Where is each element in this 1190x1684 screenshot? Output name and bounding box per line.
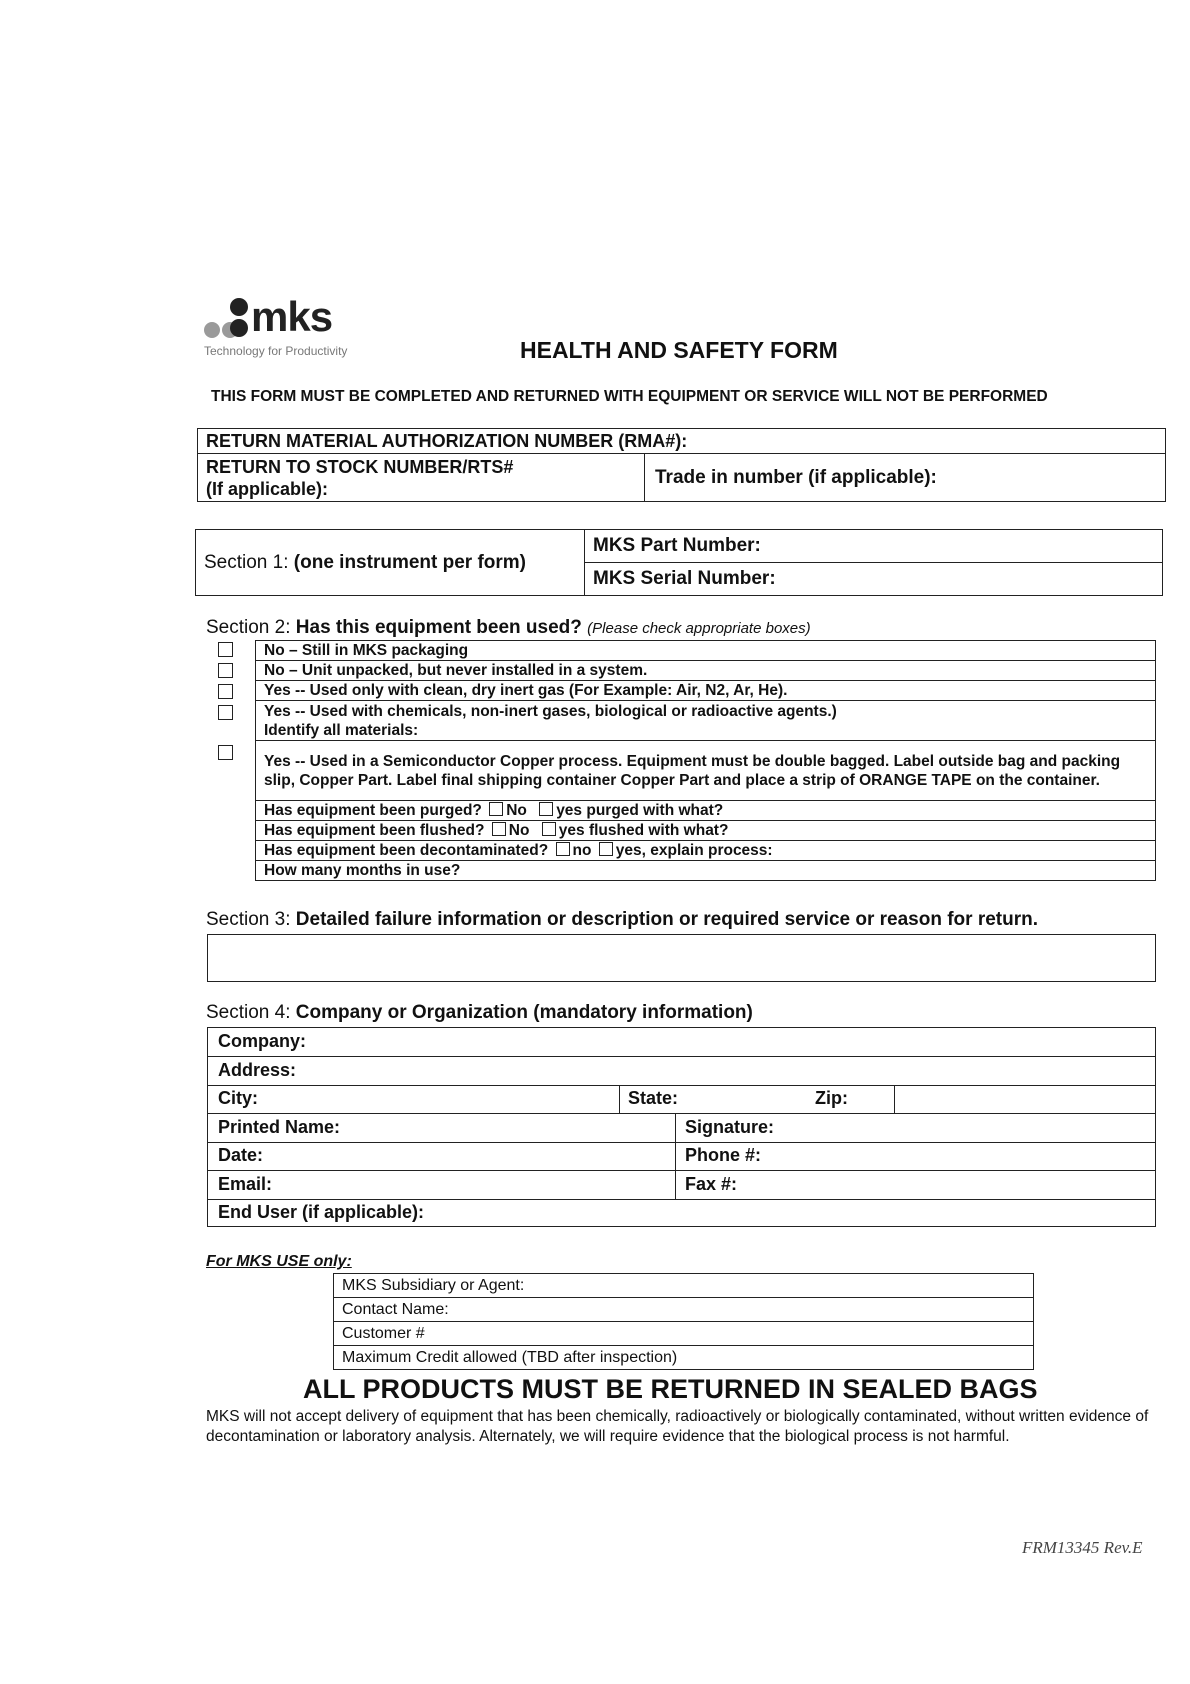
section1-label-cell [196, 530, 585, 596]
customer-number-label: Customer # [342, 1324, 425, 1342]
section1-table [195, 529, 1163, 596]
signature-label: Signature: [685, 1117, 775, 1137]
customer-number-field[interactable] [334, 1322, 1034, 1346]
subsidiary-field[interactable] [334, 1274, 1034, 1298]
address-label: Address: [218, 1060, 297, 1080]
section2-question: Has this equipment been used? [295, 617, 582, 638]
notice: THIS FORM MUST BE COMPLETED AND RETURNED WITH EQUIPMENT OR SERVICE WILL NOT BE PERFORMED [211, 388, 1048, 405]
decontaminated-yes-checkbox[interactable] [599, 842, 613, 856]
trade-in-label: Trade in number (if applicable): [655, 466, 937, 488]
mks-use-heading: For MKS USE only: [206, 1253, 352, 1270]
checkbox-opt1[interactable] [218, 642, 233, 657]
printed-name-label: Printed Name: [218, 1117, 341, 1137]
section4-grid [207, 1027, 1156, 1227]
logo-wordmark: mks [251, 293, 333, 340]
purged-yes-checkbox[interactable] [539, 802, 553, 816]
opt2-label: No – Unit unpacked, but never installed in a system. [264, 662, 648, 679]
decontaminated-row[interactable] [256, 841, 1156, 861]
email-label: Email: [218, 1174, 273, 1194]
section3-heading [206, 909, 1038, 931]
fax-field[interactable] [685, 1174, 1145, 1195]
end-user-field[interactable] [218, 1202, 1138, 1223]
address-field[interactable] [218, 1060, 1138, 1081]
rma-label: RETURN MATERIAL AUTHORIZATION NUMBER (RMA#): [206, 430, 688, 451]
city-label: City: [218, 1088, 258, 1108]
opt4-label: Yes -- Used with chemicals, non-inert gases, biological or radioactive agents.) [264, 702, 837, 720]
purged-row[interactable] [256, 801, 1156, 821]
flushed-no-label: No [508, 822, 530, 839]
rma-table [197, 428, 1166, 502]
phone-field[interactable] [685, 1145, 1145, 1166]
decontaminated-yes-label: yes, explain process: [615, 842, 773, 859]
section2-table [255, 640, 1156, 881]
flushed-yes-label: yes flushed with what? [558, 822, 729, 839]
opt5-label: Yes -- Used in a Semiconductor Copper process. Equipment must be double bagged. Label outside bag and packing slip, Copper Part. Label final shipping container Copper Part and place a strip of ORANGE TAPE on the container. [264, 752, 1121, 789]
flushed-no-checkbox[interactable] [492, 822, 506, 836]
option-still-packaged [256, 641, 1156, 661]
trade-in-number-field[interactable] [645, 454, 1166, 502]
logo [203, 293, 363, 361]
option-chemicals[interactable] [256, 701, 1156, 741]
section3-label: Section 3: [206, 909, 291, 930]
section2-label: Section 2: [206, 617, 291, 638]
state-label: State: [628, 1088, 679, 1108]
contact-name-field[interactable] [334, 1298, 1034, 1322]
company-field[interactable] [218, 1031, 1138, 1052]
checkbox-opt3[interactable] [218, 684, 233, 699]
purged-no-label: No [506, 802, 527, 819]
purged-no-checkbox[interactable] [489, 802, 503, 816]
logo-tagline: Technology for Productivity [204, 344, 348, 358]
decontaminated-no-label: no [572, 842, 592, 859]
section3-textarea[interactable] [207, 934, 1156, 982]
section4-desc: Company or Organization (mandatory information) [295, 1002, 753, 1023]
form-number: FRM13345 Rev.E [1022, 1538, 1143, 1557]
max-credit-field[interactable] [334, 1346, 1034, 1370]
decontaminated-question: Has equipment been decontaminated? [264, 842, 549, 859]
months-in-use-question: How many months in use? [264, 862, 461, 879]
rts-label: RETURN TO STOCK NUMBER/RTS# [206, 456, 514, 477]
months-in-use-row[interactable] [256, 861, 1156, 881]
company-label: Company: [218, 1031, 307, 1051]
max-credit-label: Maximum Credit allowed (TBD after inspection) [342, 1348, 678, 1366]
section4-label: Section 4: [206, 1002, 291, 1023]
subsidiary-label: MKS Subsidiary or Agent: [342, 1276, 525, 1294]
mks-use-table [333, 1273, 1034, 1370]
phone-label: Phone #: [685, 1145, 762, 1165]
signature-field[interactable] [685, 1117, 1145, 1138]
option-unpacked [256, 661, 1156, 681]
section1-desc: (one instrument per form) [293, 551, 527, 573]
section1-label: Section 1: [204, 551, 289, 573]
flushed-row[interactable] [256, 821, 1156, 841]
option-copper-process [256, 741, 1156, 801]
serial-number-field[interactable] [585, 563, 1163, 596]
opt1-label: No – Still in MKS packaging [264, 642, 469, 659]
serial-number-label: MKS Serial Number: [593, 568, 776, 589]
rma-number-field[interactable] [198, 429, 1166, 454]
section3-desc: Detailed failure information or description or required service or reason for return. [295, 909, 1039, 930]
part-number-label: MKS Part Number: [593, 535, 761, 556]
opt3-label: Yes -- Used only with clean, dry inert gas (For Example: Air, N2, Ar, He). [264, 682, 788, 699]
date-label: Date: [218, 1145, 264, 1165]
option-inert-gas [256, 681, 1156, 701]
page-title: HEALTH AND SAFETY FORM [520, 337, 838, 363]
sealed-bags-heading: ALL PRODUCTS MUST BE RETURNED IN SEALED BAGS [303, 1374, 1038, 1404]
checkbox-opt2[interactable] [218, 663, 233, 678]
section2-heading [206, 617, 811, 639]
checkbox-opt5[interactable] [218, 745, 233, 760]
part-number-field[interactable] [585, 530, 1163, 563]
opt4-materials-label: Identify all materials: [264, 721, 419, 739]
zip-field[interactable] [815, 1088, 885, 1109]
purged-yes-label: yes purged with what? [556, 802, 724, 819]
contact-name-label: Contact Name: [342, 1300, 449, 1318]
zip-label: Zip: [815, 1088, 848, 1108]
city-field[interactable] [218, 1088, 608, 1109]
decontaminated-no-checkbox[interactable] [556, 842, 570, 856]
flushed-question: Has equipment been flushed? [264, 822, 485, 839]
fax-label: Fax #: [685, 1174, 738, 1194]
date-field[interactable] [218, 1145, 668, 1166]
rts-sublabel: (If applicable): [206, 478, 329, 499]
sealed-bags-text: MKS will not accept delivery of equipment that has been chemically, radioactively or biologically contaminated, without written evidence of decontamination or laboratory analysis. Alternately, we will require evidence that the biological process is not harmful. [206, 1408, 1149, 1445]
printed-name-field[interactable] [218, 1117, 668, 1138]
state-field[interactable] [628, 1088, 808, 1109]
email-field[interactable] [218, 1174, 668, 1195]
purged-question: Has equipment been purged? [264, 802, 482, 819]
rts-number-field[interactable] [198, 454, 645, 502]
section4-heading [206, 1002, 753, 1024]
section2-hint: (Please check appropriate boxes) [587, 620, 811, 637]
end-user-label: End User (if applicable): [218, 1202, 425, 1222]
flushed-yes-checkbox[interactable] [542, 822, 556, 836]
checkbox-opt4[interactable] [218, 705, 233, 720]
